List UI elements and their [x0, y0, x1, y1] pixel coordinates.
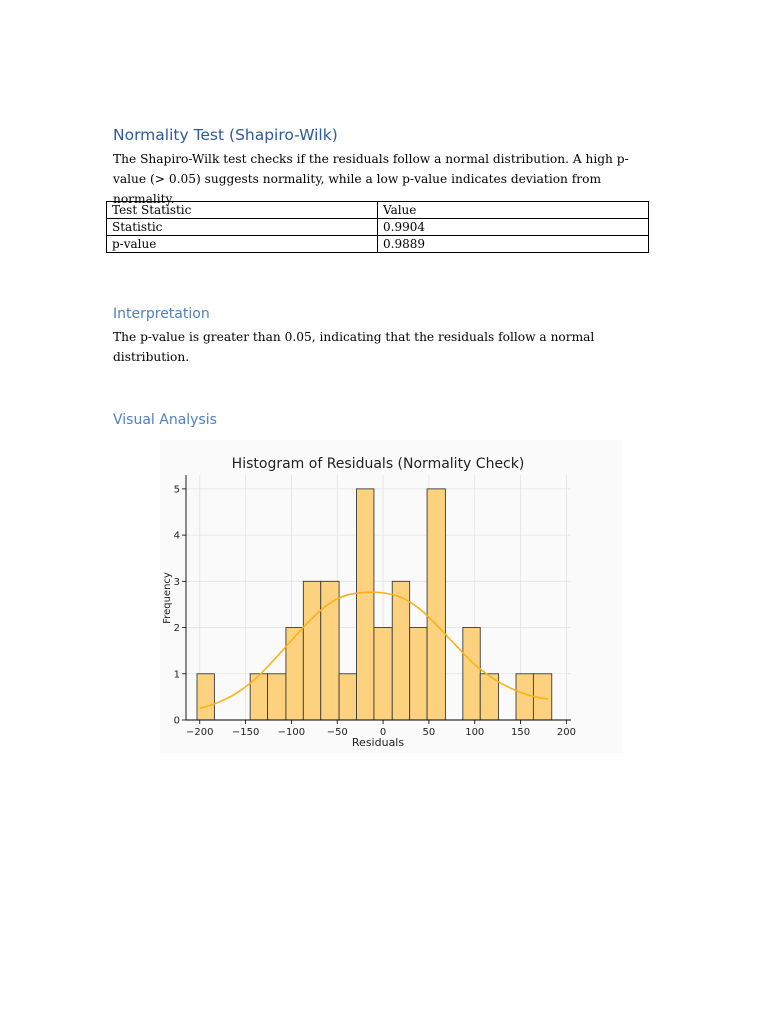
- y-tick-label: 1: [173, 669, 180, 681]
- histogram-bar: [303, 581, 320, 720]
- interpretation-text: The p-value is greater than 0.05, indicating that the residuals follow a normal distribution.: [113, 330, 595, 364]
- x-tick-label: −150: [231, 727, 260, 738]
- chart-y-axis-label: Frequency: [162, 572, 173, 624]
- chart-x-axis-label: Residuals: [351, 736, 405, 749]
- histogram-bar: [374, 628, 392, 720]
- shapiro-wilk-table: [106, 201, 649, 253]
- y-tick-label: 3: [173, 576, 180, 588]
- table-header-cell: Value: [378, 202, 649, 219]
- x-tick-label: 0: [379, 727, 387, 738]
- histogram-bar: [516, 674, 533, 720]
- normality-test-intro: The Shapiro-Wilk test checks if the residuals follow a normal distribution. A high p-value (> 0.05) suggests normality, while a low p-value indicates deviation from normality.: [113, 152, 629, 206]
- x-tick-label: −50: [326, 727, 348, 738]
- histogram-bar: [410, 628, 427, 720]
- table-row: [107, 219, 649, 236]
- y-tick-label: 0: [173, 715, 180, 727]
- histogram-bar: [427, 489, 445, 720]
- visual-analysis-heading: Visual Analysis: [113, 412, 217, 428]
- histogram-bar: [392, 581, 409, 720]
- table-header-row: [107, 202, 649, 219]
- table-row: [107, 236, 649, 253]
- table-cell: 0.9904: [378, 219, 649, 236]
- histogram-bar: [197, 674, 214, 720]
- interpretation-heading: Interpretation: [113, 306, 210, 322]
- y-tick-label: 5: [173, 484, 180, 496]
- table-cell: Statistic: [107, 219, 378, 236]
- residuals-histogram-figure: [160, 440, 622, 753]
- normality-test-heading: Normality Test (Shapiro-Wilk): [113, 126, 338, 144]
- table-header-cell: Test Statistic: [107, 202, 378, 219]
- table-cell: p-value: [107, 236, 378, 253]
- histogram-bar: [339, 674, 356, 720]
- histogram-bar: [286, 628, 303, 720]
- residuals-histogram-chart: [160, 440, 622, 753]
- x-tick-label: 50: [422, 727, 436, 738]
- x-tick-label: 200: [556, 727, 576, 738]
- histogram-bar: [357, 489, 374, 720]
- x-tick-label: 150: [511, 727, 531, 738]
- histogram-bar: [321, 581, 339, 720]
- table-cell: 0.9889: [378, 236, 649, 253]
- x-tick-label: −200: [186, 727, 214, 738]
- x-tick-label: 100: [465, 727, 485, 738]
- y-tick-label: 2: [173, 623, 180, 635]
- x-tick-label: −100: [277, 727, 306, 738]
- histogram-bar: [268, 674, 286, 720]
- chart-title: Histogram of Residuals (Normality Check): [231, 456, 525, 472]
- y-tick-label: 4: [173, 530, 180, 542]
- histogram-bar: [463, 628, 480, 720]
